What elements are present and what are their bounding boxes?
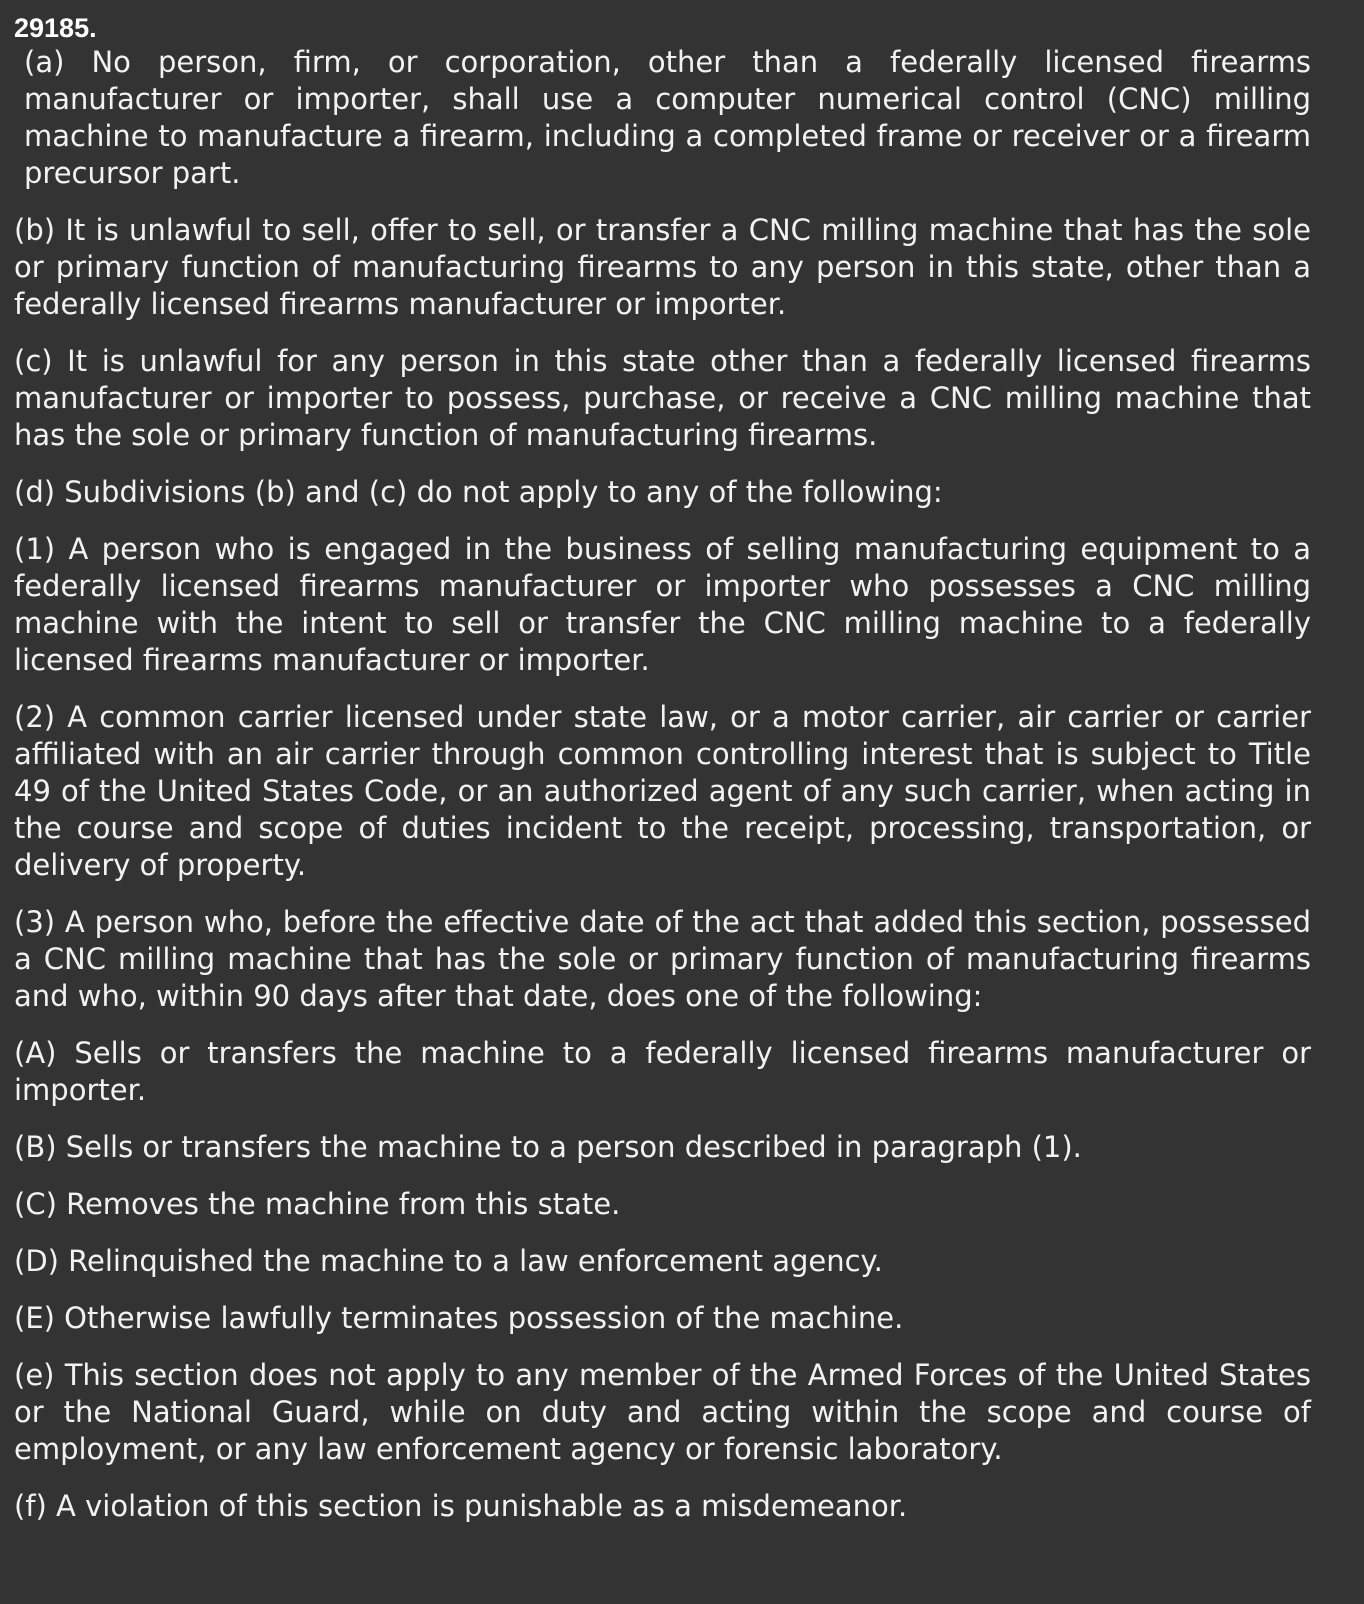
- subdivision-b: (b) It is unlawful to sell, offer to sell, or transfer a CNC milling machine that has the sole or primary function of manufacturing firearms to any person in this state, other than a federally licensed firearms manufacturer or importer.: [14, 213, 1311, 321]
- subparagraph-E: (E) Otherwise lawfully terminates possession of the machine.: [14, 1301, 904, 1335]
- subdivision-f: (f) A violation of this section is punishable as a misdemeanor.: [14, 1489, 908, 1523]
- subparagraph-D: (D) Relinquished the machine to a law enforcement agency.: [14, 1244, 883, 1278]
- paragraph-1: (1) A person who is engaged in the business of selling manufacturing equipment to a federally licensed firearms manufacturer or importer who possesses a CNC milling machine with the intent to sell or transfer the CNC milling machine to a federally licensed firearms manufacturer or importer.: [14, 532, 1311, 677]
- paragraph-2: (2) A common carrier licensed under state law, or a motor carrier, air carrier or carrier affiliated with an air carrier through common controlling interest that is subject to Title 49 of the United States Code, or an authorized agent of any such carrier, when acting in the course and scope of duties incident to the receipt, processing, transportation, or delivery of property.: [14, 700, 1311, 882]
- subparagraph-A: (A) Sells or transfers the machine to a federally licensed firearms manufacturer or importer.: [14, 1036, 1311, 1107]
- subdivision-a: (a) No person, firm, or corporation, other than a federally licensed firearms manufacturer or importer, shall use a computer numerical control (CNC) milling machine to manufacture a firearm, including a completed frame or receiver or a firearm precursor part.: [24, 45, 1311, 190]
- paragraph-3: (3) A person who, before the effective date of the act that added this section, possessed a CNC milling machine that has the sole or primary function of manufacturing firearms and who, within 90 days after that date, does one of the following:: [14, 905, 1311, 1013]
- subparagraph-C: (C) Removes the machine from this state.: [14, 1187, 621, 1221]
- subdivision-c: (c) It is unlawful for any person in this state other than a federally licensed firearms manufacturer or importer to possess, purchase, or receive a CNC milling machine that has the sole or primary function of manufacturing firearms.: [14, 344, 1311, 452]
- subparagraph-B: (B) Sells or transfers the machine to a person described in paragraph (1).: [14, 1130, 1082, 1164]
- subdivision-e: (e) This section does not apply to any member of the Armed Forces of the United States or the National Guard, while on duty and acting within the scope and course of employment, or any law enforcement agency or forensic laboratory.: [14, 1358, 1311, 1466]
- subdivision-d: (d) Subdivisions (b) and (c) do not apply to any of the following:: [14, 475, 943, 509]
- section-number: 29185.: [14, 13, 97, 43]
- statute-document: [14, 12, 1311, 1545]
